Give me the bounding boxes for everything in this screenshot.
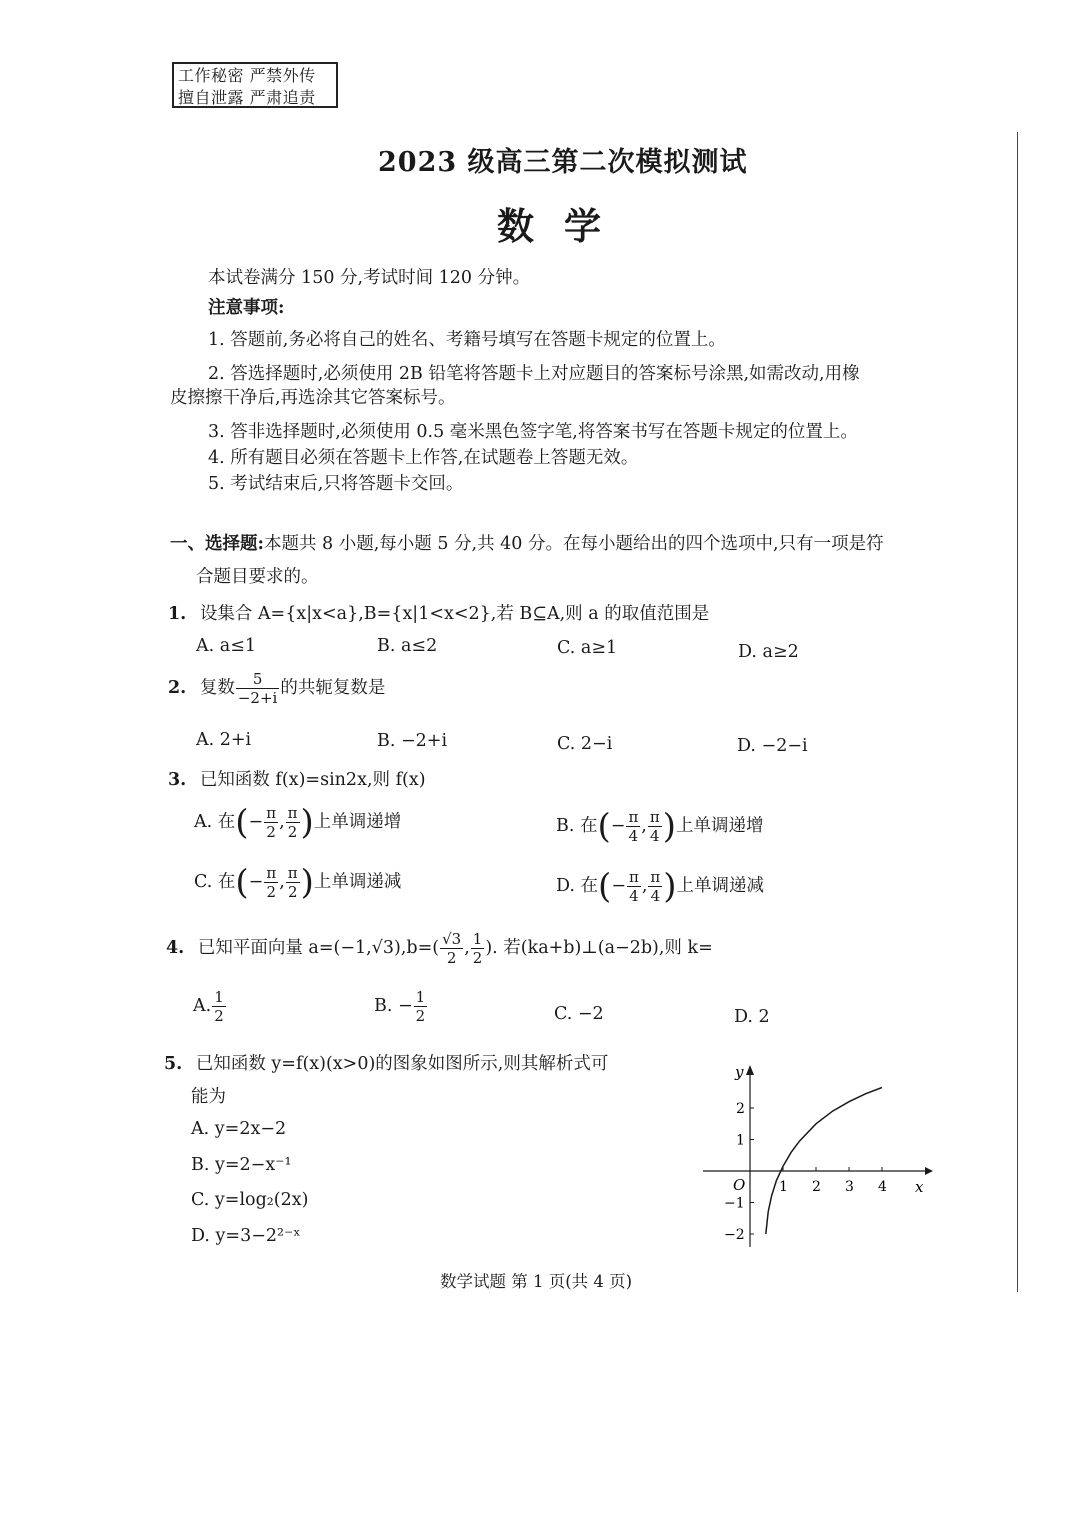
question-stem-2: 能为 xyxy=(191,1087,226,1107)
fraction xyxy=(286,804,300,841)
q2-option-d: D. −2−i xyxy=(737,736,808,756)
q2-option-c: C. 2−i xyxy=(557,734,613,754)
option-label: D. 在 xyxy=(556,876,599,896)
notice-heading: 注意事项: xyxy=(208,298,285,318)
origin-label: O xyxy=(733,1176,746,1194)
question-3 xyxy=(168,766,426,791)
section-desc-1: 本题共 8 小题,每小题 5 分,共 40 分。在每小题给出的四个选项中,只有一项是符 xyxy=(263,534,884,554)
fraction xyxy=(471,930,485,967)
fraction-denominator: 2 xyxy=(286,882,300,901)
fraction-numerator: 1 xyxy=(415,988,426,1006)
fraction-numerator: √3 xyxy=(442,930,462,948)
fraction-denominator: 2 xyxy=(264,822,278,841)
fraction-numerator: π xyxy=(650,868,661,886)
fraction-denominator: 4 xyxy=(627,886,641,905)
minus-sign: − xyxy=(610,816,626,836)
notice-3: 3. 答非选择题时,必须使用 0.5 毫米黑色签字笔,将答案书写在答题卡规定的位置上。 xyxy=(208,422,858,442)
q1-option-a: A. a≤1 xyxy=(196,636,256,656)
question-number: 5. xyxy=(164,1054,183,1074)
fraction xyxy=(264,804,278,841)
fraction-denominator: 4 xyxy=(648,886,662,905)
fraction-numerator: π xyxy=(628,808,639,826)
y-tick-label: 1 xyxy=(736,1132,745,1149)
q4-option-c: C. −2 xyxy=(554,1004,604,1024)
x-axis-arrow xyxy=(925,1167,933,1175)
fraction xyxy=(648,808,662,845)
left-paren: ( xyxy=(597,806,611,847)
question-stem: 已知函数 f(x)=sin2x,则 f(x) xyxy=(199,770,426,790)
question-1 xyxy=(168,600,709,625)
question-stem-pre: 已知平面向量 a=(−1,√3),b=( xyxy=(197,938,440,958)
section-desc-2: 合题目要求的。 xyxy=(196,567,319,587)
stamp-line-1: 工作秘密 严禁外传 xyxy=(178,66,316,85)
minus-sign: − xyxy=(248,872,264,892)
fraction xyxy=(627,868,641,905)
question-stem-1: 已知函数 y=f(x)(x>0)的图象如图所示,则其解析式可 xyxy=(195,1054,609,1074)
fraction-denominator: 2 xyxy=(214,1007,224,1025)
comma: , xyxy=(464,938,470,958)
fraction xyxy=(414,988,428,1025)
question-number: 4. xyxy=(166,938,185,958)
q1-option-d: D. a≥2 xyxy=(738,642,799,662)
x-tick-label: 1 xyxy=(779,1179,788,1195)
fraction-denominator: −2+i xyxy=(237,689,278,707)
left-paren: ( xyxy=(235,862,249,903)
y-tick-label: −2 xyxy=(724,1227,745,1243)
x-tick-label: 4 xyxy=(878,1179,887,1195)
fraction-denominator: 4 xyxy=(648,826,662,845)
notice-2a: 2. 答选择题时,必须使用 2B 铅笔将答题卡上对应题目的答案标号涂黑,如需改动,用橡 xyxy=(208,364,860,384)
option-label: B. − xyxy=(374,996,413,1016)
right-paren: ) xyxy=(300,802,314,843)
question-stem: 设集合 A={x|x<a},B={x|1<x<2},若 B⊆A,则 a 的取值范围是 xyxy=(199,604,710,624)
page-footer: 数学试题 第 1 页(共 4 页) xyxy=(440,1272,633,1291)
option-text: 上单调递减 xyxy=(676,876,765,896)
minus-sign: − xyxy=(248,812,264,832)
exam-title: 2023 级高三第二次模拟测试 xyxy=(378,147,748,178)
comma: , xyxy=(279,812,285,832)
option-label: B. 在 xyxy=(556,816,598,836)
fraction xyxy=(648,868,662,905)
question-number: 1. xyxy=(168,604,187,624)
fraction xyxy=(212,988,226,1025)
fraction xyxy=(264,864,278,901)
fraction-denominator: 4 xyxy=(626,826,640,845)
fraction-numerator: π xyxy=(649,808,660,826)
subject-title: 数学 xyxy=(497,204,631,248)
margin-rule xyxy=(1017,132,1018,1292)
comma: , xyxy=(279,872,285,892)
fraction-numerator: π xyxy=(628,868,639,886)
fraction-numerator: π xyxy=(266,864,277,882)
fraction-numerator: 1 xyxy=(214,988,224,1006)
q2-option-b: B. −2+i xyxy=(377,731,448,751)
question-5 xyxy=(164,1050,608,1075)
stamp-line-2: 擅自泄露 严肃追责 xyxy=(178,88,316,107)
q5-option-a: A. y=2x−2 xyxy=(191,1119,287,1139)
confidential-stamp xyxy=(172,62,338,108)
x-tick-label: 2 xyxy=(812,1179,821,1195)
option-text: 上单调递增 xyxy=(676,816,764,836)
q2-option-a: A. 2+i xyxy=(196,730,252,750)
q5-option-c: C. y=log₂(2x) xyxy=(191,1190,309,1210)
question-stem-post: ). 若(ka+b)⊥(a−2b),则 k= xyxy=(485,938,713,958)
option-label: A. xyxy=(193,996,212,1016)
q3-option-c xyxy=(194,864,401,901)
fraction-numerator: π xyxy=(266,804,277,822)
y-axis-arrow xyxy=(746,1065,754,1075)
question-stem-post: 的共轭复数是 xyxy=(280,678,386,698)
fraction-numerator: π xyxy=(287,804,298,822)
q3-option-d xyxy=(556,868,764,905)
left-paren: ( xyxy=(598,866,612,907)
q4-option-d: D. 2 xyxy=(734,1007,770,1027)
comma: , xyxy=(641,876,648,896)
option-label: C. 在 xyxy=(194,872,236,892)
fraction xyxy=(286,864,300,901)
option-text: 上单调递减 xyxy=(313,872,402,892)
section-heading xyxy=(170,530,884,555)
fraction-denominator: 2 xyxy=(264,882,278,901)
notice-4: 4. 所有题目必须在答题卡上作答,在试题卷上答题无效。 xyxy=(208,448,639,468)
fraction xyxy=(236,670,279,707)
q1-option-c: C. a≥1 xyxy=(557,638,618,658)
exam-info: 本试卷满分 150 分,考试时间 120 分钟。 xyxy=(208,268,531,288)
q3-option-b xyxy=(556,808,764,845)
fraction-numerator: π xyxy=(287,864,298,882)
minus-sign: − xyxy=(611,876,626,896)
q1-option-b: B. a≤2 xyxy=(377,636,438,656)
fraction-numerator: 1 xyxy=(472,930,483,948)
right-paren: ) xyxy=(300,862,314,903)
question-2 xyxy=(168,670,385,707)
section-title: 一、选择题: xyxy=(170,534,264,554)
right-paren: ) xyxy=(663,866,677,907)
notice-5: 5. 考试结束后,只将答题卡交回。 xyxy=(208,474,464,494)
fraction-denominator: 2 xyxy=(440,948,463,967)
right-paren: ) xyxy=(662,806,676,847)
y-tick-label: 2 xyxy=(736,1101,745,1117)
left-paren: ( xyxy=(235,802,249,843)
question-4 xyxy=(166,930,713,967)
y-axis-label: y xyxy=(735,1063,744,1081)
notice-2b: 皮擦擦干净后,再选涂其它答案标号。 xyxy=(170,388,456,408)
option-text: 上单调递增 xyxy=(313,812,402,832)
function-curve xyxy=(766,1088,882,1235)
q3-option-a xyxy=(194,804,401,841)
fraction-denominator: 2 xyxy=(472,949,483,967)
q4-option-a xyxy=(193,988,227,1025)
notice-1: 1. 答题前,务必将自己的姓名、考籍号填写在答题卡规定的位置上。 xyxy=(208,330,726,350)
y-tick-label: −1 xyxy=(724,1195,745,1212)
fraction-numerator: 5 xyxy=(252,670,263,688)
function-graph xyxy=(695,1055,935,1255)
fraction xyxy=(626,808,640,845)
fraction-denominator: 2 xyxy=(415,1007,426,1025)
question-number: 2. xyxy=(168,678,187,698)
fraction xyxy=(440,930,463,967)
question-number: 3. xyxy=(168,770,187,790)
option-label: A. 在 xyxy=(194,812,236,832)
q5-option-d: D. y=3−2²⁻ˣ xyxy=(191,1226,301,1246)
comma: , xyxy=(641,816,647,836)
x-axis-label: x xyxy=(915,1178,924,1196)
question-stem-pre: 复数 xyxy=(199,678,235,698)
x-tick-label: 3 xyxy=(845,1179,854,1195)
q4-option-b xyxy=(374,988,428,1025)
q5-option-b: B. y=2−x⁻¹ xyxy=(191,1155,292,1175)
fraction-denominator: 2 xyxy=(286,822,300,841)
